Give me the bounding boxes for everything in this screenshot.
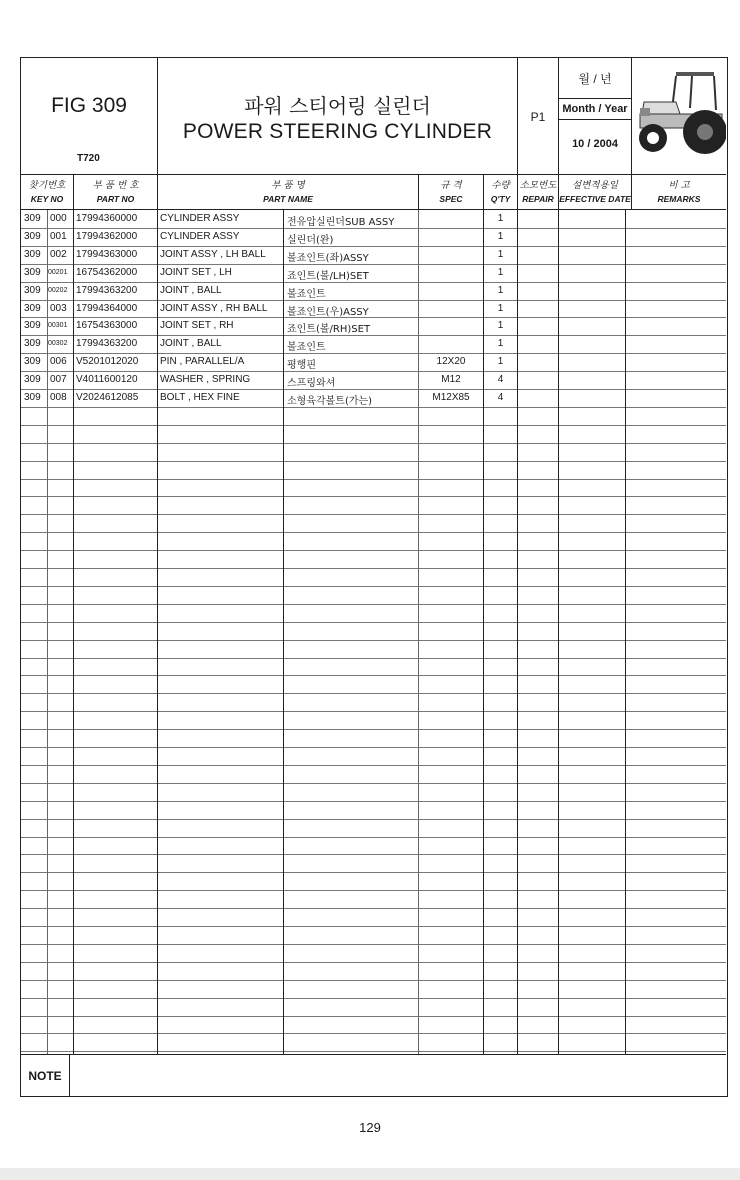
part-name-ko-cell: 죠인트(볼/RH)SET [287,324,371,336]
table-row [21,389,726,407]
part-name-ko-cell: 스프링와셔 [287,378,336,390]
part-no-cell: 16754363000 [76,320,138,332]
part-name-en-cell: BOLT , HEX FINE [160,392,240,403]
fig-cell: 309 [24,284,41,296]
month-year-box [559,58,631,174]
part-name-en-cell: JOINT , BALL [160,338,222,350]
table-row [21,335,726,353]
col-part-no: 부 품 번 호 PART NO [92,180,139,204]
qty-cell: 4 [497,392,504,403]
part-name-en-cell: JOINT SET , RH [160,320,234,332]
part-name-en-cell: CYLINDER ASSY [160,213,240,224]
month-year-korean: 월 / 년 [578,72,612,86]
model-label: T720 [77,153,100,164]
qty-cell: 1 [497,248,504,260]
spec-cell: 12X20 [436,356,466,368]
column-headers [21,175,726,210]
col-remarks: 비 고 REMARKS [657,180,701,204]
part-name-ko-cell: 소형육각볼트(가는) [287,396,373,407]
col-repair: 소모번도 REPAIR [519,180,557,204]
table-row [21,317,726,335]
part-name-ko-cell: 평행핀 [287,360,316,372]
parts-table [21,210,726,1054]
part-name-ko-cell: 죠인트(볼/LH)SET [287,270,369,282]
title-english: POWER STEERING CYLINDER [182,120,493,143]
spec-cell: M12 [441,374,461,386]
scan-footer-strip [0,1168,740,1180]
part-no-cell: 17994364000 [76,302,138,314]
key-cell: 007 [50,374,67,386]
part-name-ko-cell: 볼죠인트 [287,342,326,354]
fig-cell: 309 [24,266,41,278]
col-key: 찾기번호 KEY NO [28,180,66,204]
sheet-header [21,58,726,175]
title-korean: 파워 스티어링 실린더 [244,94,431,118]
key-cell: 00301 [48,322,68,330]
col-part-name: 부 품 명 PART NAME [263,180,313,204]
qty-cell: 4 [497,374,504,386]
qty-cell: 1 [497,302,504,314]
page-code: P1 [530,110,546,124]
fig-cell: 309 [24,302,41,314]
key-cell: 002 [50,248,67,260]
fig-cell: 309 [24,374,41,386]
fig-cell: 309 [24,392,41,403]
tractor-icon [632,58,726,174]
key-cell: 00202 [48,286,68,294]
note-box [21,1054,726,1097]
col-qty: 수량 Q'TY [490,180,511,204]
qty-cell: 1 [497,338,504,350]
part-no-cell: 17994362000 [76,230,138,242]
part-name-ko-cell: 볼죠인트(우)ASSY [287,306,369,318]
part-no-cell: 16754362000 [76,266,138,278]
note-label: NOTE [21,1055,70,1097]
fig-cell: 309 [24,248,41,260]
part-name-en-cell: JOINT ASSY , LH BALL [160,248,266,260]
table-row [21,264,726,282]
key-cell: 008 [50,392,67,403]
fig-cell: 309 [24,230,41,242]
key-cell: 000 [50,213,67,224]
part-name-ko-cell: 전유압실린더SUB ASSY [287,217,395,228]
issue-date: 10 / 2004 [572,138,618,150]
part-no-cell: 17994360000 [76,213,138,224]
table-row [21,300,726,318]
key-cell: 006 [50,356,67,368]
table-row [21,210,726,228]
qty-cell: 1 [497,266,504,278]
page-code-box [518,58,558,174]
part-name-en-cell: PIN , PARALLEL/A [160,356,245,368]
part-no-cell: 17994363000 [76,248,138,260]
key-cell: 00201 [48,268,68,276]
table-row [21,353,726,371]
fig-cell: 309 [24,338,41,350]
fig-cell: 309 [24,320,41,332]
qty-cell: 1 [497,284,504,296]
part-name-ko-cell: 볼죠인트 [287,288,326,300]
part-name-en-cell: JOINT , BALL [160,284,222,296]
key-cell: 00302 [48,340,68,348]
part-no-cell: V2024612085 [76,392,139,403]
part-name-en-cell: JOINT SET , LH [160,266,232,278]
qty-cell: 1 [497,213,504,224]
page-number: 129 [359,1120,381,1135]
part-name-ko-cell: 실린더(완) [287,234,334,246]
key-cell: 001 [50,230,67,242]
part-name-ko-cell: 볼죠인트(좌)ASSY [287,252,369,264]
spec-cell: M12X85 [432,392,470,403]
table-row [21,371,726,389]
qty-cell: 1 [497,356,504,368]
part-name-en-cell: CYLINDER ASSY [160,230,240,242]
figure-box [21,58,157,174]
part-name-en-cell: JOINT ASSY , RH BALL [160,302,268,314]
part-no-cell: V4011600120 [76,374,138,386]
part-no-cell: 17994363200 [76,284,138,296]
month-year-english: Month / Year [559,98,631,120]
part-no-cell: 17994363200 [76,338,138,350]
qty-cell: 1 [497,320,504,332]
parts-list-sheet [20,57,728,1097]
col-effective-date: 설변적용일 EFFECTIVE DATE [559,180,631,204]
fig-cell: 309 [24,213,41,224]
table-row [21,282,726,300]
table-row [21,228,726,246]
part-no-cell: V5201012020 [76,356,139,368]
title-box [158,58,517,174]
tractor-image [632,58,726,174]
part-name-en-cell: WASHER , SPRING [160,374,251,386]
table-row [21,246,726,264]
fig-cell: 309 [24,356,41,368]
col-spec: 규 격 SPEC [439,180,463,204]
qty-cell: 1 [497,230,504,242]
figure-number: FIG 309 [51,94,127,117]
key-cell: 003 [50,302,67,314]
